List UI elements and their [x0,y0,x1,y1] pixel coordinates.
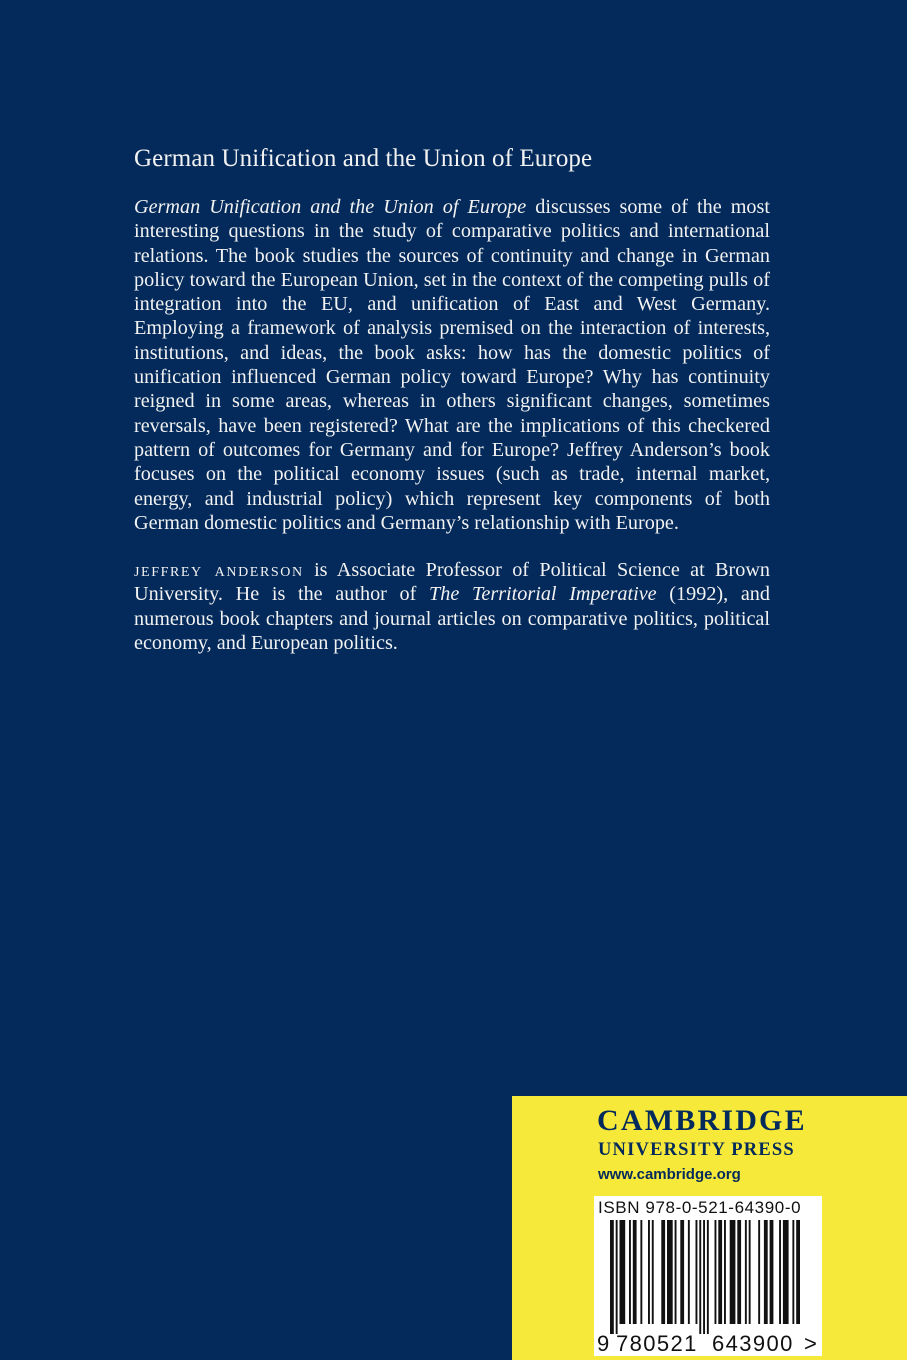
barcode-bar [610,1220,614,1334]
barcode-bar [675,1220,677,1324]
barcode-bar [661,1220,665,1324]
author-bio-text-1: is Associate Professor of Political Science at Brown University. He is the author of [134,559,771,606]
barcode-bar [758,1220,760,1324]
barcode-bar [737,1220,741,1324]
author-name: jeffrey anderson [134,559,304,582]
barcode-bar [703,1220,705,1334]
barcode-bar [688,1220,690,1324]
barcode-icon [594,1196,822,1356]
barcode-bar [749,1220,751,1324]
barcode-bar [616,1220,618,1334]
publisher-panel [512,1096,907,1360]
barcode-bar [724,1220,726,1324]
barcode-bar [745,1220,747,1324]
barcode-digits-right: 643900 [712,1331,794,1356]
barcode-bar [715,1220,717,1324]
isbn-label: ISBN 978-0-521-64390-0 [598,1198,802,1217]
barcode-bar [779,1220,781,1324]
book-description [134,195,770,535]
barcode-bar [680,1220,684,1324]
barcode-bar [648,1220,650,1324]
barcode-bar [667,1220,673,1324]
barcode-bar [640,1220,642,1324]
barcode-bar [633,1220,637,1324]
barcode-bar [718,1220,722,1324]
barcode-bar [699,1220,701,1334]
barcode-digits-left: 780521 [616,1331,698,1356]
barcode-bar [783,1220,789,1324]
barcode-bar [629,1220,631,1324]
publisher-url: www.cambridge.org [598,1166,741,1183]
author-bio-text-2: (1992), and numerous book chapters and journal articles on comparative politics, political economy, and European politics. [134,583,770,655]
author-previous-book: The Territorial Imperative [429,583,657,606]
book-title: German Unification and the Union of Europe [134,145,593,172]
barcode-bar [620,1220,626,1324]
barcode-lead-digit: 9 [597,1331,610,1356]
barcode-bar [764,1220,768,1324]
barcode-bar [730,1220,736,1324]
publisher-logo-wordmark: CAMBRIDGE [597,1104,807,1137]
barcode-bar [796,1220,800,1324]
description-body: discusses some of the most interesting questions in the study of comparative politics and international relations. The book studies the sources of continuity and change in German policy toward the European Union, set in the context of the competing pulls of integration into the EU, and unification of East and West Germany. Employing a framework of analysis premised on the interaction of interests, institutions, and ideas, the book asks: how has the domestic politics of unification influenced German policy toward Europe? Why has continuity reigned in some areas, whereas in others significant changes, sometimes reversals, have been registered? What are the implications of this checkered pattern of outcomes for Germany and for Europe? Jeffrey Anderson’s book focuses on the political economy issues (such as trade, internal market, energy, and industrial policy) which represent key components of both German domestic politics and Germany’s relationship with Europe. [134,196,770,534]
back-cover-text [134,143,770,655]
description-book-title: German Unification and the Union of Europe [134,196,527,218]
barcode-bar [652,1220,654,1324]
barcode-bar [707,1220,709,1334]
author-bio [134,558,770,655]
barcode-panel [594,1196,822,1356]
barcode-bar [792,1220,794,1324]
barcode-bar [770,1220,774,1324]
barcode-bar [696,1220,698,1324]
publisher-logo-subtitle: UNIVERSITY PRESS [598,1140,795,1160]
barcode-quiet-zone-marker: > [804,1331,817,1356]
